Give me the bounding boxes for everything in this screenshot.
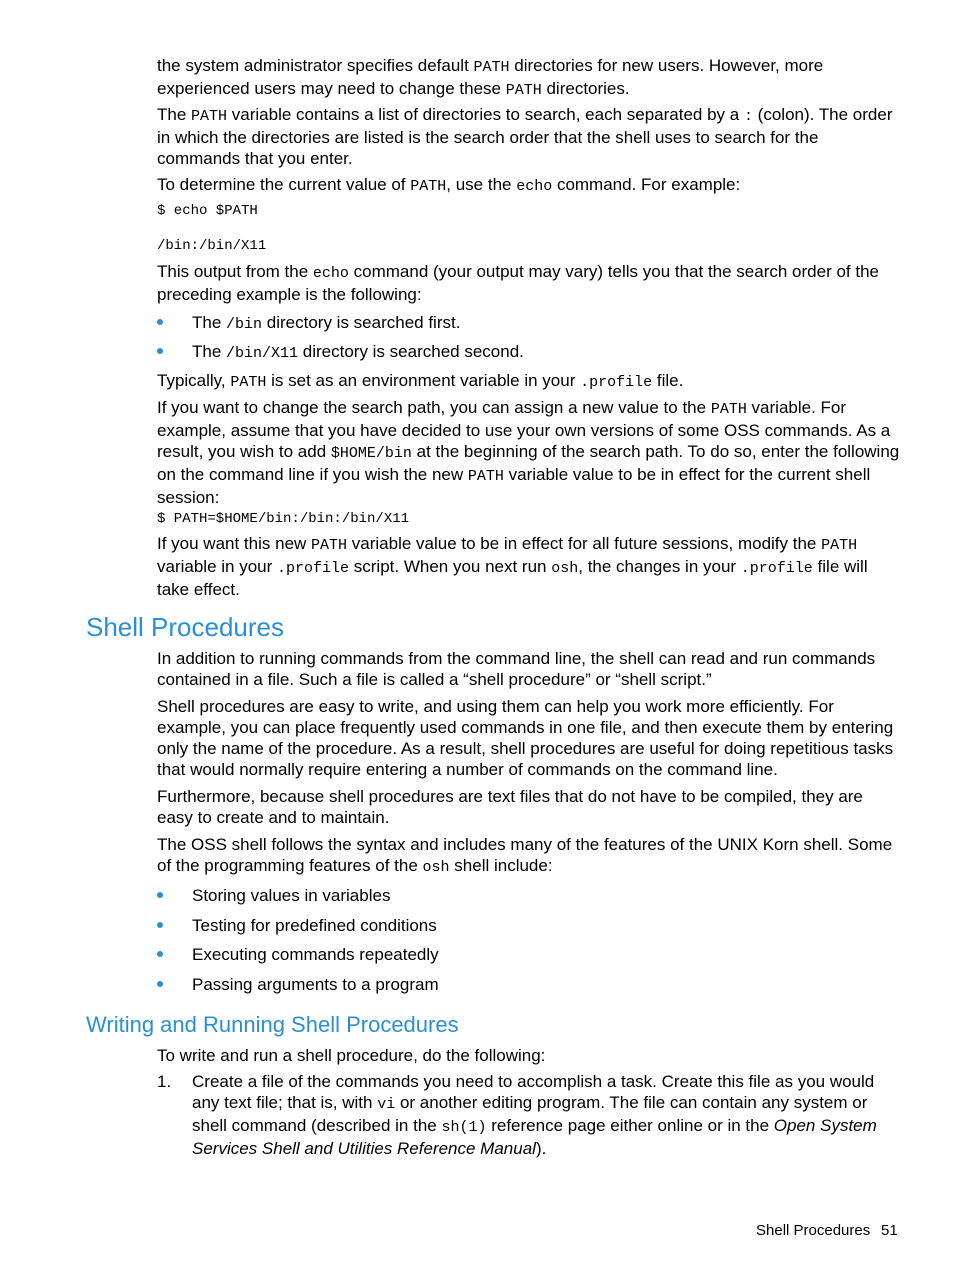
code-echo-command: $ echo $PATH xyxy=(157,203,258,219)
paragraph-typically: Typically, PATH is set as an environment variable in your .profile file. xyxy=(157,371,684,391)
paragraph-output-explanation: This output from the echo command (your output may vary) tells you that the search order of the preceding example is the following: xyxy=(157,262,880,304)
paragraph-write-and-run: To write and run a shell procedure, do the following: xyxy=(157,1046,546,1065)
paragraph-change-search-path: If you want to change the search path, you can assign a new value to the PATH variable. For example, assume that you have decided to use your own versions of some OSS commands. As a result, you wish to add $HOME/bin at the beginning of the search path. To do so, enter the following on the command line if you wish the new PATH variable value to be in effect for the current shell session: xyxy=(157,398,900,507)
paragraph-easy-to-write: Shell procedures are easy to write, and using them can help you work more efficiently. For example, you can place frequently used commands in one file, and then execute them by entering only the name of the procedure. As a result, shell procedures are useful for doing repetitious tasks that would normally require entering a number of commands on the command line. xyxy=(157,697,894,779)
bullet-icon xyxy=(157,951,163,957)
bullet-icon xyxy=(157,348,163,354)
code-echo-output: /bin:/bin/X11 xyxy=(157,238,267,254)
bullet-icon xyxy=(157,892,163,898)
paragraph-shell-procedure-intro: In addition to running commands from the command line, the shell can read and run commands contained in a file. Such a file is called a “shell procedure” or “shell script.” xyxy=(157,649,876,689)
code-path-assignment: $ PATH=$HOME/bin:/bin:/bin/X11 xyxy=(157,511,410,527)
bullet-icon xyxy=(157,319,163,325)
paragraph-path-intro: the system administrator specifies default PATH directories for new users. However, more experienced users may need to change these PATH directories. xyxy=(157,56,824,99)
paragraph-determine-path: To determine the current value of PATH, use the echo command. For example: xyxy=(157,175,741,195)
paragraph-path-variable: The PATH variable contains a list of directories to search, each separated by a : (colon). The order in which the directories are listed is the search order that the shell uses to search for the commands that you enter. xyxy=(157,105,893,168)
section-heading: Shell Procedures xyxy=(86,612,284,642)
paragraph-oss-shell: The OSS shell follows the syntax and includes many of the features of the UNIX Korn shell. Some of the programming features of the osh shell include: xyxy=(157,835,893,876)
bullet-icon xyxy=(157,981,163,987)
paragraph-text-files: Furthermore, because shell procedures are text files that do not have to be compiled, they are easy to create and to maintain. xyxy=(157,787,863,827)
footer-section-title: Shell Procedures xyxy=(756,1222,871,1239)
document-page: the system administrator specifies default PATH directories for new users. However, more experienced users may need to change these PATH directories. The PATH variable contains a list of directories to search, each separated by a : (colon). The order in which the directories are listed is the search order that the shell uses to search for the commands that you enter. To determine the current value of PATH, use the echo command. For example: $ echo $PATH /bin:/bin/X11 This output from the echo command (your output may vary) tells you that the search order of the preceding example is the following: The /bin directory is searched first. The /bin/X11 directory is searched second. Typically, PATH is set as an environment variable in your .profile file. If you want to change the search path, you can assign a new value to the PATH variable. For example, assume that you have decided to use your own versions of some OSS commands. As a result, you wish to add $HOME/bin at the beginning of the search path. To do so, enter the following on the command line if you wish the new PATH variable value to be in effect for the current shell session: $ PATH=$HOME/bin:/bin:/bin/X11 If you want this new PATH variable value to be in effect for all future sessions, modify the PATH variable in your .profile script. When you next run osh, the changes in your .profile file will take effect. Shell Procedures In addition to running commands from the command line, the shell can read and run commands contained in a file. Such a file is called a “shell procedure” or “shell script.” Shell procedures are easy to write, and using them can help you work more efficiently. For example, you can place frequently used commands in one file, and then execute them by entering only the name of the procedure. As a result, shell procedures are useful for doing repetitious tasks that would normally require entering a number of commands on the command line. Furthermore, because shell procedures are text files that do not have to be compiled, they are easy to create and to maintain. The OSS shell follows the syntax and includes many of the features of the UNIX Korn shell. Some of the programming features of the osh shell include: Storing values in variables Testing for predefined conditions Executing commands repeatedly Passing arguments to a program Writing and Running Shell Procedures To write and run a shell procedure, do the following: 1. Create a file of the commands you need to accomplish a task. Create this file as you would any text file; that is, with vi or another editing program. The file can contain any system or shell command (described in the sh(1) reference page either online or in the Open System Services Shell and Utilities Reference Manual). Shell Procedures 51 xyxy=(0,0,954,1271)
page-number: 51 xyxy=(881,1222,898,1239)
bullet-icon xyxy=(157,922,163,928)
paragraph-future-sessions: If you want this new PATH variable value to be in effect for all future sessions, modify the PATH variable in your .profile script. When you next run osh, the changes in your .profile file will take effect. xyxy=(157,534,868,599)
subsection-heading: Writing and Running Shell Procedures xyxy=(86,1012,459,1037)
